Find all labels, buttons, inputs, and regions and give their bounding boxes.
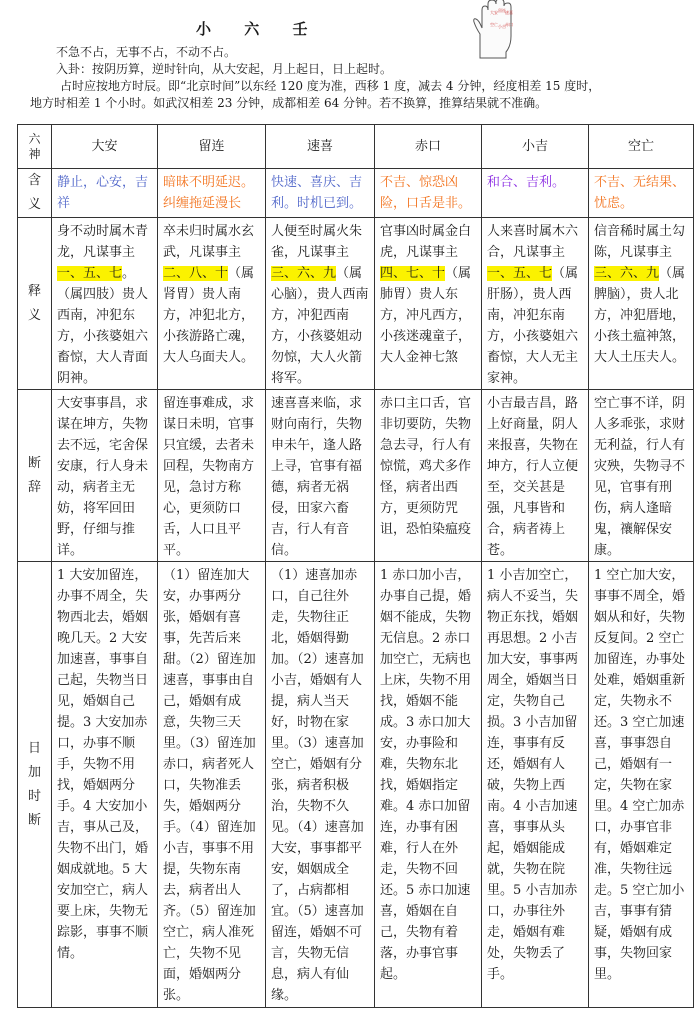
judgement-cell: 留连事难成，求谋日未明，官事只宜缓，去者未回程，失物南方见，急讨方称心，更须防口舌，人口且平平。: [158, 390, 266, 562]
svg-text:速喜: 速喜: [505, 10, 513, 15]
row-label-explain: 释义: [18, 218, 52, 390]
intro-line: 入卦：按阴历算，逆时针向，从大安起，月上起日，日上起时。: [56, 62, 393, 76]
daily-cell: （1）速喜加赤口，自己往外走，失物往正北，婚姻得勤加。（2）速喜加小吉，婚姻有人提，病人当天好，时物在家里。（3）速喜加空亡，婚姻有分张，病者积极治，失物不久见。（4）速喜加大安，事事都平安，姻姻成全了，占病都相宜。（5）速喜加留连，婚姻不可言，失物无信息，病人有仙缘。: [266, 562, 375, 1008]
highlight-numbers: 四、七、十: [380, 266, 446, 281]
highlight-numbers: 一、五、七: [487, 266, 553, 281]
meaning-cell: 静止，心安，吉祥: [52, 169, 158, 218]
column-header: 速喜: [266, 125, 375, 169]
judgement-cell: 大安事事昌，求谋在坤方，失物去不远，宅舍保安康，行人身未动，病者主无妨，将军回田野，仔细与推详。: [52, 390, 158, 562]
highlight-numbers: 一、五、七: [57, 266, 123, 281]
explain-cell: 人便至时属火朱雀，凡谋事主三、六、九（属心脑），贵人西南方，冲犯西南方，小孩婆姐动勿惊，大人火箭将军。: [266, 218, 375, 390]
meaning-row: [18, 169, 694, 218]
row-label-daily: 日加时断: [18, 562, 52, 1008]
explain-cell: 身不动时属木青龙，凡谋事主一、五、七。（属四肢）贵人西南，冲犯东方，小孩婆姐六畜惊，大人青面阴神。: [52, 218, 158, 390]
intro-line: 地方时相差 1 个小时。如武汉相差 23 分钟，成都相差 64 分钟。若不换算，推算结果就不准确。: [30, 96, 548, 110]
explain-cell: 卒未归时属水玄武，凡谋事主二、八、十（属肾胃）贵人南方，冲犯北方，小孩游路亡魂，大人乌面夫人。: [158, 218, 266, 390]
row-label-meaning: 含义: [18, 169, 52, 218]
header-row: [18, 125, 694, 169]
daily-cell: 1 空亡加大安，事事不周全，婚姻从和好，失物反复间。2 空亡加留连，办事处处难，婚姻重新定，失物永不还。3 空亡加速喜，事事怨自己，婚姻有一定，失物在家里。4 空亡加赤口，办事官非有，婚姻难定准，失物往远走。5 空亡加小吉，事事有猜疑，婚姻有成事，失物回家里。: [589, 562, 694, 1008]
daily-cell: 1 大安加留连，办事不周全，失物西北去，婚姻晚几天。2 大安加速喜，事事自己起，失物当日见，婚姻自己提。3 大安加赤口，办事不顺手，失物不用找，婚姻两分手。4 大安加小吉，事从己及，失物不出门，婚姻成就地。5 大安加空亡，病人要上床，失物无踪影，事事不顺情。: [52, 562, 158, 1008]
explain-cell: 信音稀时属土勾陈，凡谋事主三、六、九（属脾脑），贵人北方，冲犯厝地，小孩土瘟神煞，大人土压夫人。: [589, 218, 694, 390]
intro-line: 占时应按地方时辰。即“北京时间”以东经 120 度为准，西移 1 度，减去 4 分钟，经度相差 15 度时，: [60, 79, 601, 93]
daily-cell: 1 赤口加小吉，办事自己提，婚姻不能成，失物无信息。2 赤口加空亡，无病也上床，失物不用找，婚姻不能成。3 赤口加大安，办事险和难，失物东北找，婚姻指定难。4 赤口加留连，办事有困难，行人在外走，失物不回还。5 赤口加速喜，婚姻在自己，失物有着落，办事官事起。: [375, 562, 482, 1008]
meaning-cell: 不吉、惊恐凶险，口舌是非。: [375, 169, 482, 218]
intro-line: 不急不占，无事不占，不动不占。: [56, 45, 237, 59]
meaning-cell: 暗昧不明延迟。纠缠拖延漫长: [158, 169, 266, 218]
judgement-row: [18, 390, 694, 562]
judgement-cell: 空亡事不详，阴人多乖张，求财无利益，行人有灾殃，失物寻不见，官事有刑伤，病人逢暗鬼，禳解保安康。: [589, 390, 694, 562]
column-header: 赤口: [375, 125, 482, 169]
meaning-cell: 不吉、无结果、忧虑。: [589, 169, 694, 218]
intro-text: [30, 44, 694, 112]
column-header: 留连: [158, 125, 266, 169]
meaning-cell: 快速、喜庆、吉利。时机已到。: [266, 169, 375, 218]
svg-text:赤口: 赤口: [505, 22, 513, 27]
judgement-cell: 速喜喜来临，求财向南行，失物申未午，逢人路上寻，官事有福德，病者无祸侵，田家六畜吉，行人有音信。: [266, 390, 375, 562]
svg-text:空亡: 空亡: [490, 22, 498, 27]
svg-text:留连: 留连: [498, 8, 506, 13]
explain-cell: 官事凶时属金白虎，凡谋事主四、七、十（属肺胃）贵人东方，冲凡西方，小孩迷魂童子，大人金神七煞: [375, 218, 482, 390]
daily-row: [18, 562, 694, 1008]
column-header: 空亡: [589, 125, 694, 169]
explain-row: [18, 218, 694, 390]
explain-cell: 人来喜时属木六合，凡谋事主一、五、七（属肝肠），贵人西南，冲犯东南方，小孩婆姐六畜惊，大人无主家神。: [482, 218, 589, 390]
daily-cell: （1）留连加大安，办事两分张，婚姻有喜事，先苦后来甜。（2）留连加速喜，事事由自己，婚姻有成意，失物三天里。（3）留连加赤口，病者死人口，失物准丢失，婚姻两分手。（4）留连加小吉，事事不用提，失物东南去，病者出人齐。（5）留连加空亡，病人准死亡，失物不见面，婚姻两分张。: [158, 562, 266, 1008]
judgement-cell: 赤口主口舌，官非切要防，失物急去寻，行人有惊慌，鸡犬多作怪，病者出西方，更须防咒诅，恐怕染瘟疫: [375, 390, 482, 562]
liuren-table: [17, 124, 694, 1008]
highlight-numbers: 三、六、九: [271, 266, 337, 281]
corner-header: 六神: [18, 125, 52, 169]
svg-text:大安: 大安: [490, 10, 498, 15]
page-title: 小 六 壬: [196, 20, 322, 38]
column-header: 大安: [52, 125, 158, 169]
daily-cell: 1 小吉加空亡，病人不妥当，失物正东找，婚姻再思想。2 小吉加大安，事事两周全，婚姻当日定，失物自己损。3 小吉加留连，事事有反还，婚姻有人破，失物上西南。4 小吉加速喜，事事从头起，婚姻能成就，失物在院里。5 小吉加赤口，办事往外走，婚姻有难处，失物丢了手。: [482, 562, 589, 1008]
judgement-cell: 小吉最吉昌，路上好商量，阴人来报喜，失物在坤方，行人立便至，交关甚是强，凡事皆和合，病者祷上苍。: [482, 390, 589, 562]
row-label-judgement: 断辞: [18, 390, 52, 562]
svg-text:小吉: 小吉: [498, 24, 506, 29]
column-header: 小吉: [482, 125, 589, 169]
highlight-numbers: 三、六、九: [594, 266, 660, 281]
highlight-numbers: 二、八、十: [163, 266, 229, 281]
meaning-cell: 和合、吉利。: [482, 169, 589, 218]
